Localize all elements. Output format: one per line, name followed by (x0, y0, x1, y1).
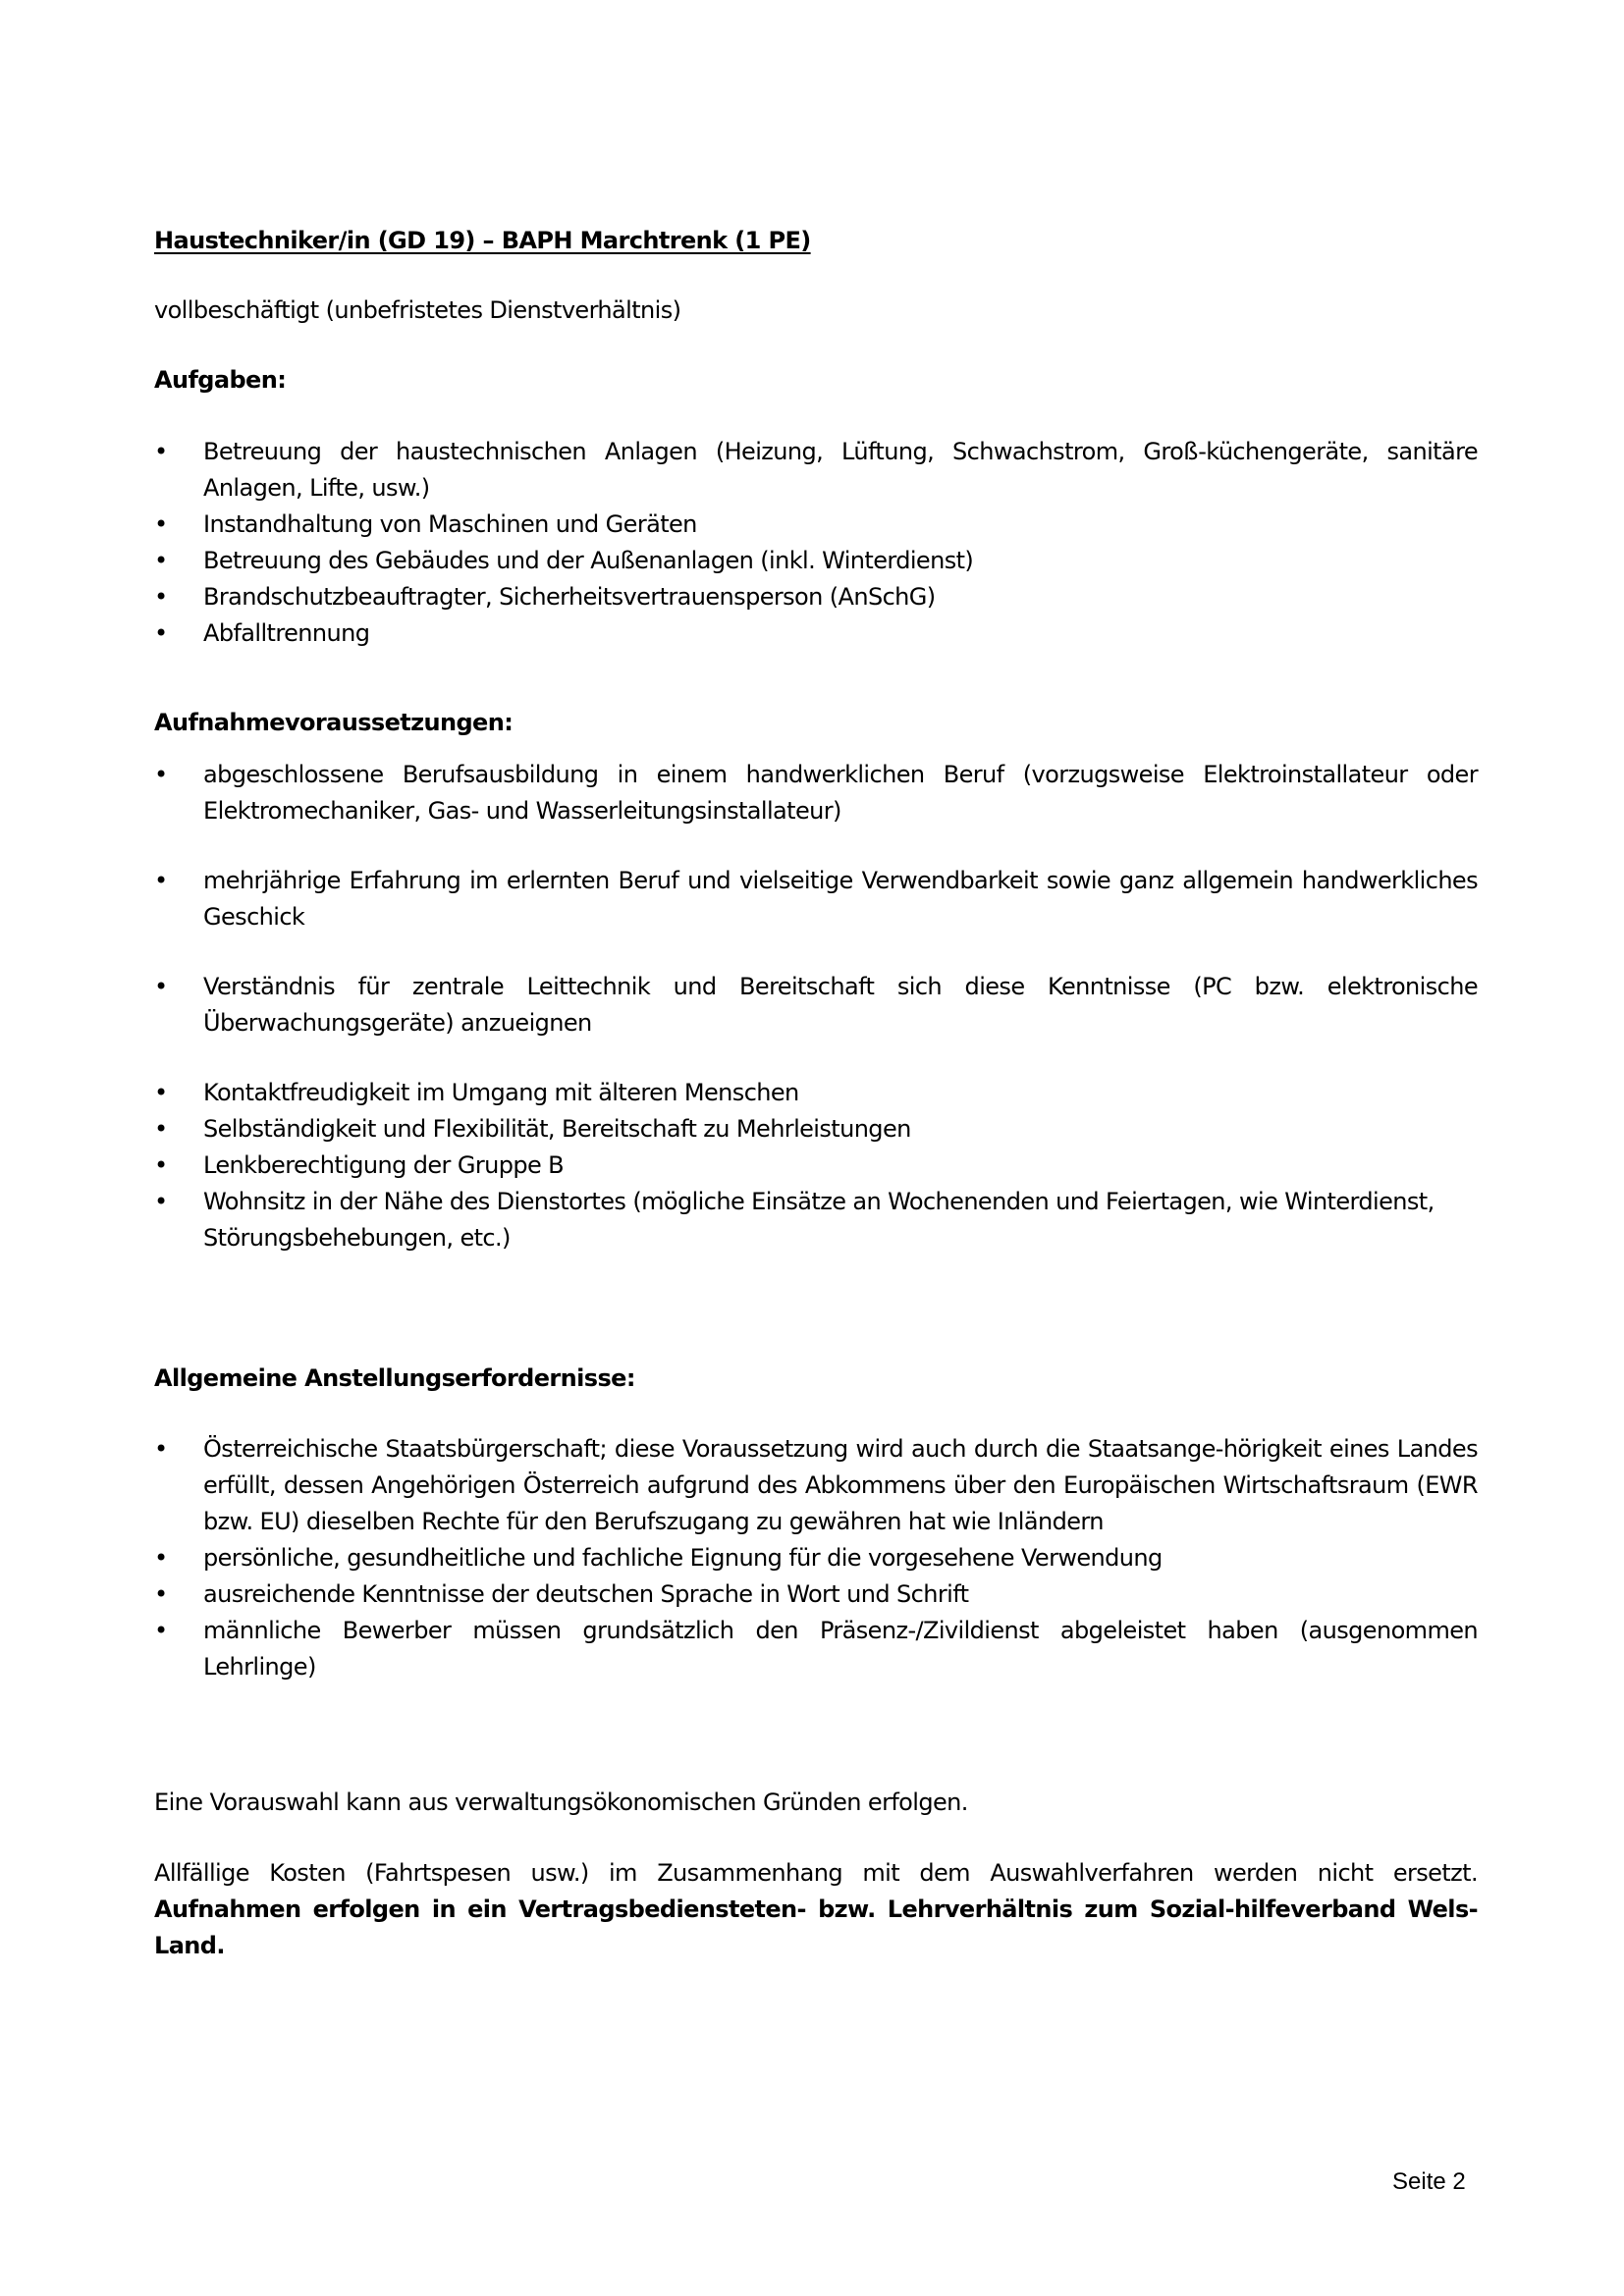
list-item-text: mehrjährige Erfahrung im erlernten Beruf und vielseitige Verwendbarkeit sowie ganz allgemein handwerkliches Geschick (203, 867, 1478, 931)
kosten-text: Allfällige Kosten (Fahrtspesen usw.) im Zusammenhang mit dem Auswahlverfahren werden nicht ersetzt. (154, 1859, 1478, 1887)
voraussetzungen-list-section (154, 757, 1478, 1256)
list-item-text: männliche Bewerber müssen grundsätzlich den Präsenz-/Zivildienst abgeleistet haben (ausgenommen Lehrlinge) (203, 1617, 1478, 1681)
bullet-icon: • (154, 1617, 168, 1644)
list-item (154, 1540, 1478, 1576)
page-number: Seite 2 (1392, 2168, 1466, 2195)
allgemein-list (154, 1431, 1478, 1685)
list-item (154, 615, 1478, 652)
employment-type: vollbeschäftigt (unbefristetes Dienstverhältnis) (154, 296, 681, 324)
list-item-text: ausreichende Kenntnisse der deutschen Sprache in Wort und Schrift (203, 1580, 969, 1608)
list-item (154, 1576, 1478, 1613)
job-title: Haustechniker/in (GD 19) – BAPH Marchtrenk (1 PE) (154, 227, 811, 254)
list-item (154, 1613, 1478, 1685)
bullet-icon: • (154, 1151, 168, 1179)
list-item-text: Abfalltrennung (203, 619, 370, 647)
list-item (154, 507, 1478, 543)
bullet-icon: • (154, 547, 168, 574)
bullet-icon: • (154, 619, 168, 647)
bullet-icon: • (154, 438, 168, 465)
list-item-text: Betreuung des Gebäudes und der Außenanlagen (inkl. Winterdienst) (203, 547, 974, 574)
bullet-icon: • (154, 1435, 168, 1463)
allgemein-list-section (154, 1431, 1478, 1685)
bullet-icon: • (154, 1188, 168, 1215)
aufgaben-list-section (154, 434, 1478, 652)
list-item (154, 434, 1478, 507)
list-item-text: persönliche, gesundheitliche und fachliche Eignung für die vorgesehene Verwendung (203, 1544, 1163, 1572)
list-item (154, 1075, 1478, 1111)
list-item-text: Selbständigkeit und Flexibilität, Bereitschaft zu Mehrleistungen (203, 1115, 911, 1143)
list-item (154, 969, 1478, 1041)
list-item-text: Verständnis für zentrale Leittechnik und Bereitschaft sich diese Kenntnisse (PC bzw. elektronische Überwachungsgeräte) anzueignen (203, 973, 1478, 1037)
bullet-icon: • (154, 583, 168, 611)
list-item-text: Instandhaltung von Maschinen und Geräten (203, 510, 697, 538)
aufnahme-bold-text: Aufnahmen erfolgen in ein Vertragsbediensteten- bzw. Lehrverhältnis zum Sozial-hilfeverband Wels-Land. (154, 1896, 1478, 1959)
bullet-icon: • (154, 510, 168, 538)
list-item-text: Lenkberechtigung der Gruppe B (203, 1151, 565, 1179)
list-item-text: Kontaktfreudigkeit im Umgang mit älteren Menschen (203, 1079, 799, 1106)
aufgaben-list (154, 434, 1478, 652)
list-item (154, 1184, 1478, 1256)
list-item-text: Betreuung der haustechnischen Anlagen (Heizung, Lüftung, Schwachstrom, Groß-küchengeräte, sanitäre Anlagen, Lifte, usw.) (203, 438, 1478, 502)
list-item (154, 543, 1478, 579)
bullet-icon: • (154, 1580, 168, 1608)
bullet-icon: • (154, 1079, 168, 1106)
list-item (154, 1111, 1478, 1148)
bullet-icon: • (154, 973, 168, 1000)
list-item (154, 1148, 1478, 1184)
list-item-text: abgeschlossene Berufsausbildung in einem handwerklichen Beruf (vorzugsweise Elektroinstallateur oder Elektromechaniker, Gas- und Wasserleitungsinstallateur) (203, 761, 1478, 825)
list-item (154, 1431, 1478, 1540)
bullet-icon: • (154, 761, 168, 788)
kosten-paragraph (154, 1855, 1478, 1964)
list-item-text: Brandschutzbeauftragter, Sicherheitsvertrauensperson (AnSchG) (203, 583, 936, 611)
list-item (154, 757, 1478, 829)
vorauswahl-note: Eine Vorauswahl kann aus verwaltungsökonomischen Gründen erfolgen. (154, 1789, 968, 1816)
bullet-icon: • (154, 1544, 168, 1572)
list-item (154, 863, 1478, 935)
bullet-icon: • (154, 1115, 168, 1143)
section-heading-aufgaben: Aufgaben: (154, 366, 287, 394)
list-item-text: Wohnsitz in der Nähe des Dienstortes (mögliche Einsätze an Wochenenden und Feiertagen, wie Winterdienst, Störungsbehebungen, etc.) (203, 1188, 1435, 1252)
section-heading-allgemein: Allgemeine Anstellungserfordernisse: (154, 1364, 635, 1392)
list-item (154, 579, 1478, 615)
section-heading-voraussetzungen: Aufnahmevoraussetzungen: (154, 709, 514, 736)
list-item-text: Österreichische Staatsbürgerschaft; diese Voraussetzung wird auch durch die Staatsange-hörigkeit eines Landes erfüllt, dessen Angehörigen Österreich aufgrund des Abkommens über den Europäischen Wirtschaftsraum (EWR bzw. EU) dieselben Rechte für den Berufszugang zu gewähren hat wie Inländern (203, 1435, 1478, 1535)
bullet-icon: • (154, 867, 168, 894)
voraussetzungen-list (154, 757, 1478, 1256)
